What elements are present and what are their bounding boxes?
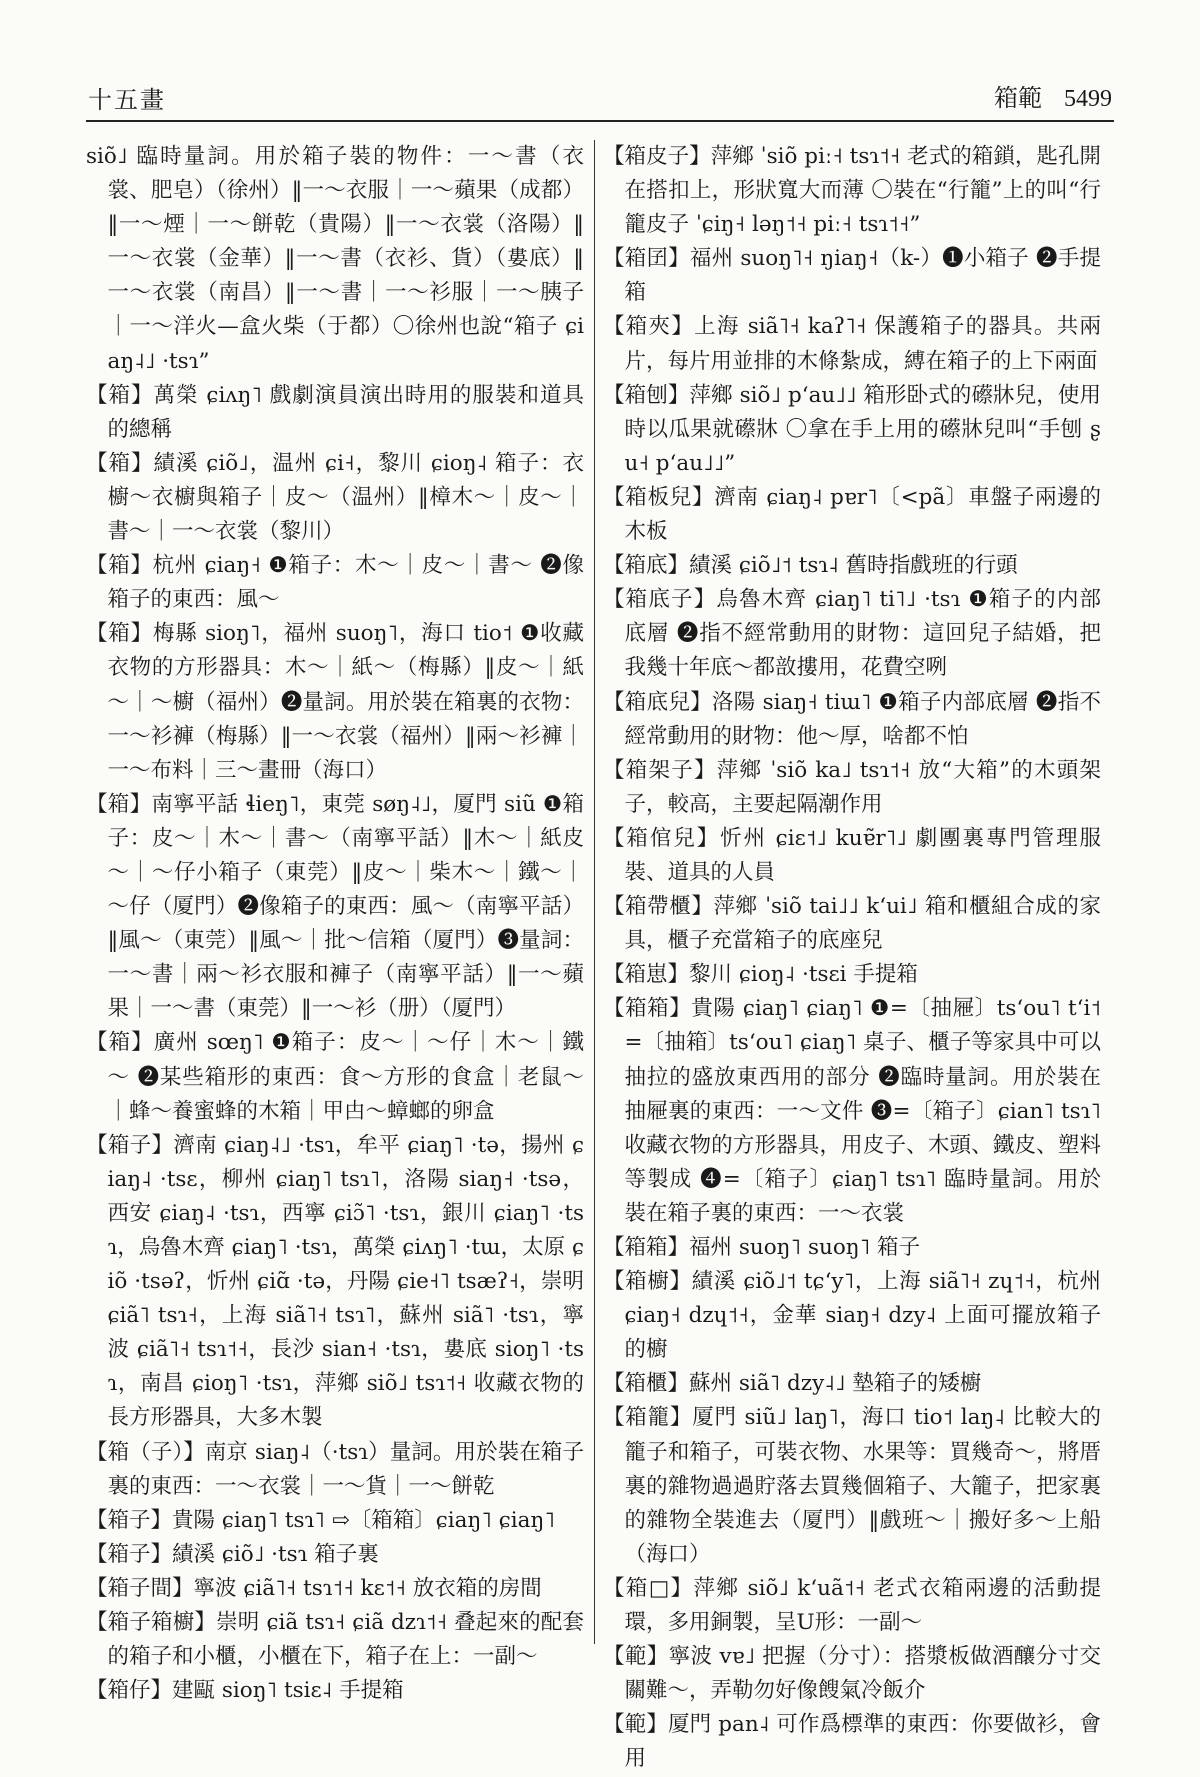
dictionary-entry: 【箱底子】烏魯木齊 ɕiaŋ˥ ti˥˩ ·tsɿ ❶箱子的内部底層 ❷指不經常動用的財物：這回兒子結婚，把我幾十年底～都敨摟用，花費空咧 [603,587,1101,681]
dictionary-entry: 【箱底】績溪 ɕiõ˩˦ tsɿ˨ 舊時指戲班的行頭 [603,553,1018,579]
dictionary-entry: 【箱（子）】南京 siaŋ˨（·tsɿ）量詞。用於裝在箱子裏的東西：一～衣裳｜一～貨｜一～餅乾 [86,1439,584,1499]
headwords-label: 箱範 [994,84,1042,112]
dictionary-entry: 【箱子】貴陽 ɕiaŋ˥ tsɿ˥ ⇨〔箱箱〕ɕiaŋ˥ ɕiaŋ˥ [86,1507,555,1533]
dictionary-entry: 【箱底兒】洛陽 siaŋ˧ tiɯ˥ ❶箱子内部底層 ❷指不經常動用的財物：他～厚，啥都不怕 [603,689,1101,749]
column-divider [594,140,595,1644]
dictionary-entry: 【箱倌兒】忻州 ɕiɛ˦˩ kuɐ̃r˥˩ 劇團裏專門管理服裝、道具的人員 [603,825,1101,885]
dictionary-entry: 【箱架子】萍鄉 ˈsiõ ka˩ tsɿ˦˧ 放“大箱”的木頭架子，較高，主要起隔潮作用 [603,757,1101,817]
dictionary-entry: 【箱囝】福州 suoŋ˥˧ ŋiaŋ˧（k-）❶小箱子 ❷手提箱 [603,246,1101,306]
dictionary-entry: 【箱子】濟南 ɕiaŋ˨˩ ·tsɿ，牟平 ɕiaŋ˥ ·tə，揚州 ɕiaŋ˨ ·tsɛ，柳州 ɕiaŋ˥ tsɿ˥，洛陽 siaŋ˧ ·tsə，西安 ɕiaŋ˨ ·tsɿ，西寧 ɕiɔ̃˥ ·tsɿ，銀川 ɕiaŋ˥ ·tsɿ，烏魯木齊 ɕiaŋ˥ ·tsɿ，萬榮 ɕiʌŋ˥ ·tɯ，太原 ɕiõ ·tsəʔ，忻州 ɕiɑ̃ ·tə，丹陽 ɕie˧˥ tsæʔ˧，崇明 ɕiã˥ tsɿ˧，上海 siã˥˧ tsɿ˥，蘇州 siã˥ ·tsɿ，寧波 ɕiã˥˧ tsɿ˦˧，長沙 sian˧ ·tsɿ，婁底 sioŋ˥ ·tsɿ，南昌 ɕioŋ˥ ·tsɿ，萍鄉 siõ˩ tsɿ˦˧ 收藏衣物的長方形器具，大多木製 [86,1132,584,1431]
dictionary-entry: 【箱】萬榮 ɕiʌŋ˥ 戲劇演員演出時用的服裝和道具的總稱 [86,382,584,442]
dictionary-entry: 【箱箱】貴陽 ɕiaŋ˥ ɕiaŋ˥ ❶=〔抽屜〕tsʻou˥ tʻi˦ =〔抽箱〕tsʻou˥ ɕiaŋ˥ 桌子、櫃子等家具中可以抽拉的盛放東西用的部分 ❷臨時量詞。用於裝在抽屜裏的東西：一～文件 ❸=〔箱子〕ɕian˥ tsɿ˥ 收藏衣物的方形器具，用皮子、木頭、鐵皮、塑料等製成 ❹=〔箱子〕ɕiaŋ˥ tsɿ˥ 臨時量詞。用於裝在箱子裏的東西：一～衣裳 [603,996,1101,1226]
running-head [994,78,1112,113]
dictionary-entry: 【箱□】萍鄉 siõ˩ kʻuã˦˧ 老式衣箱兩邊的活動提環，多用銅製，呈U形：一副～ [603,1575,1101,1636]
dictionary-entry: 【箱子箱櫥】崇明 ɕiã tsɿ˧ ɕiã dzɿ˦˧ 叠起來的配套的箱子和小櫃，小櫃在下，箱子在上：一副～ [86,1610,584,1670]
dictionary-entry: 【箱皮子】萍鄉 ˈsiõ piː˧ tsɿ˦˧ 老式的箱鎖，匙孔開在搭扣上，形狀寬大而薄 〇裝在“行籠”上的叫“行籠皮子 ˈɕiŋ˧ ləŋ˦˧ piː˧ tsɿ˦˧” [603,144,1101,238]
section-label: 十五畫 [88,86,166,114]
dictionary-entry: 【箱】梅縣 sioŋ˥，福州 suoŋ˥，海口 tio˦ ❶收藏衣物的方形器具：木～｜紙～（梅縣）‖皮～｜紙～｜～櫥（福州）❷量詞。用於裝在箱裏的衣物：一～衫褲（梅縣）‖一～衣裳（福州）‖兩～衫褲｜一～布料｜三～畫冊（海口） [86,621,584,783]
dictionary-entry: 【箱刨】萍鄉 siõ˩ pʻau˩˩ 箱形卧式的礤牀兒，使用時以瓜果就礤牀 〇拿在手上用的礤牀兒叫“手刨 ʂu˧ pʻau˩˩” [603,382,1101,476]
dictionary-entry: 【箱】杭州 ɕiaŋ˧ ❶箱子：木～｜皮～｜書～ ❷像箱子的東西：風～ [86,553,584,613]
dictionary-entry: 【箱】南寧平話 ɬieŋ˥，東莞 søŋ˨˩，厦門 siũ ❶箱子：皮～｜木～｜書～（南寧平話）‖木～｜紙皮～｜～仔小箱子（東莞）‖皮～｜柴木～｜鐵～｜～仔（厦門）❷像箱子的東西：風～（南寧平話）‖風～（東莞）‖風～｜批～信箱（厦門）❸量詞：一～書｜兩～衫衣服和褲子（南寧平話）‖一～蘋果｜一～書（東莞）‖一～衫（册）（厦門） [86,791,584,1022]
dictionary-entry: 【箱崽】黎川 ɕioŋ˨ ·tsɛi 手提箱 [603,962,918,988]
dictionary-entry: 【範】厦門 pan˨ 可作爲標準的東西：你要做衫，會用 [603,1712,1101,1772]
dictionary-entry: 【箱夾】上海 siã˥˧ kaʔ˥˧ 保護箱子的器具。共兩片，每片用並排的木條紮成，縛在箱子的上下兩面 [603,314,1101,374]
dictionary-entry: 【箱籠】厦門 siũ˩ laŋ˥，海口 tio˦ laŋ˨ 比較大的籠子和箱子，可裝衣物、水果等：買幾奇～，將厝裏的雜物過過貯落去買幾個箱子、大籠子，把家裏的雜物全裝進去（厦門）‖戲班～｜搬好多～上船（海口） [603,1405,1101,1567]
dictionary-entry: 【範】寧波 vɐ˩ 把握（分寸）：搭漿板做酒釀分寸交關難～，弄勒勿好像餿氣冷飯介 [603,1644,1101,1704]
dictionary-entry: 【箱子間】寧波 ɕiã˥˧ tsɿ˦˧ kɛ˦˧ 放衣箱的房間 [86,1575,542,1601]
dictionary-entry: 【箱】廣州 sœŋ˥ ❶箱子：皮～｜～仔｜木～｜鐵～ ❷某些箱形的東西：食～方形的食盒｜老鼠～｜蜂～養蜜蜂的木箱｜甲甴～蟑螂的卵盒 [86,1030,584,1124]
dictionary-entry: 【箱櫥】績溪 ɕiõ˩˦ tɕʻy˥，上海 siã˥˧ zɥ˦˧，杭州 ɕiaŋ˧ dzɥ˦˧，金華 siaŋ˧ dzy˨ 上面可擺放箱子的櫥 [603,1269,1101,1363]
right-column [603,140,1101,1777]
dictionary-entry: siõ˩ 臨時量詞。用於箱子裝的物件：一～書（衣裳、肥皂）（徐州）‖一～衣服｜一～蘋果（成都）‖一～煙｜一～餅乾（貴陽）‖一～衣裳（洛陽）‖一～衣裳（金華）‖一～書（衣衫、貨）（婁底）‖一～衣裳（南昌）‖一～書｜一～衫服｜一～胰子｜一～洋火—盒火柴（于都）〇徐州也說“箱子 ɕiaŋ˨˩ ·tsɿ” [86,144,584,374]
left-column [86,140,584,1708]
dictionary-entry: 【箱仔】建甌 sioŋ˥ tsiɛ˨ 手提箱 [86,1678,404,1704]
dictionary-entry: 【箱帶櫃】萍鄉 ˈsiõ tai˩˩ kʻui˩ 箱和櫃組合成的家具，櫃子充當箱子的底座兒 [603,894,1101,954]
page-header [86,70,1114,122]
dictionary-entry: 【箱子】績溪 ɕiõ˩ ·tsɿ 箱子裏 [86,1541,379,1567]
dictionary-entry: 【箱】績溪 ɕiõ˩，温州 ɕi˧，黎川 ɕioŋ˨ 箱子：衣櫥～衣櫥與箱子｜皮～（温州）‖樟木～｜皮～｜書～｜一～衣裳（黎川） [86,450,584,545]
dictionary-entry: 【箱櫃】蘇州 siã˥ dzy˨˩ 墊箱子的矮櫥 [603,1371,982,1397]
dictionary-entry: 【箱箱】福州 suoŋ˥ suoŋ˥ 箱子 [603,1235,921,1260]
page-number: 5499 [1064,86,1112,112]
dictionary-entry: 【箱板兒】濟南 ɕiaŋ˨ pɐr˥〔<pã〕車盤子兩邊的木板 [603,484,1101,545]
